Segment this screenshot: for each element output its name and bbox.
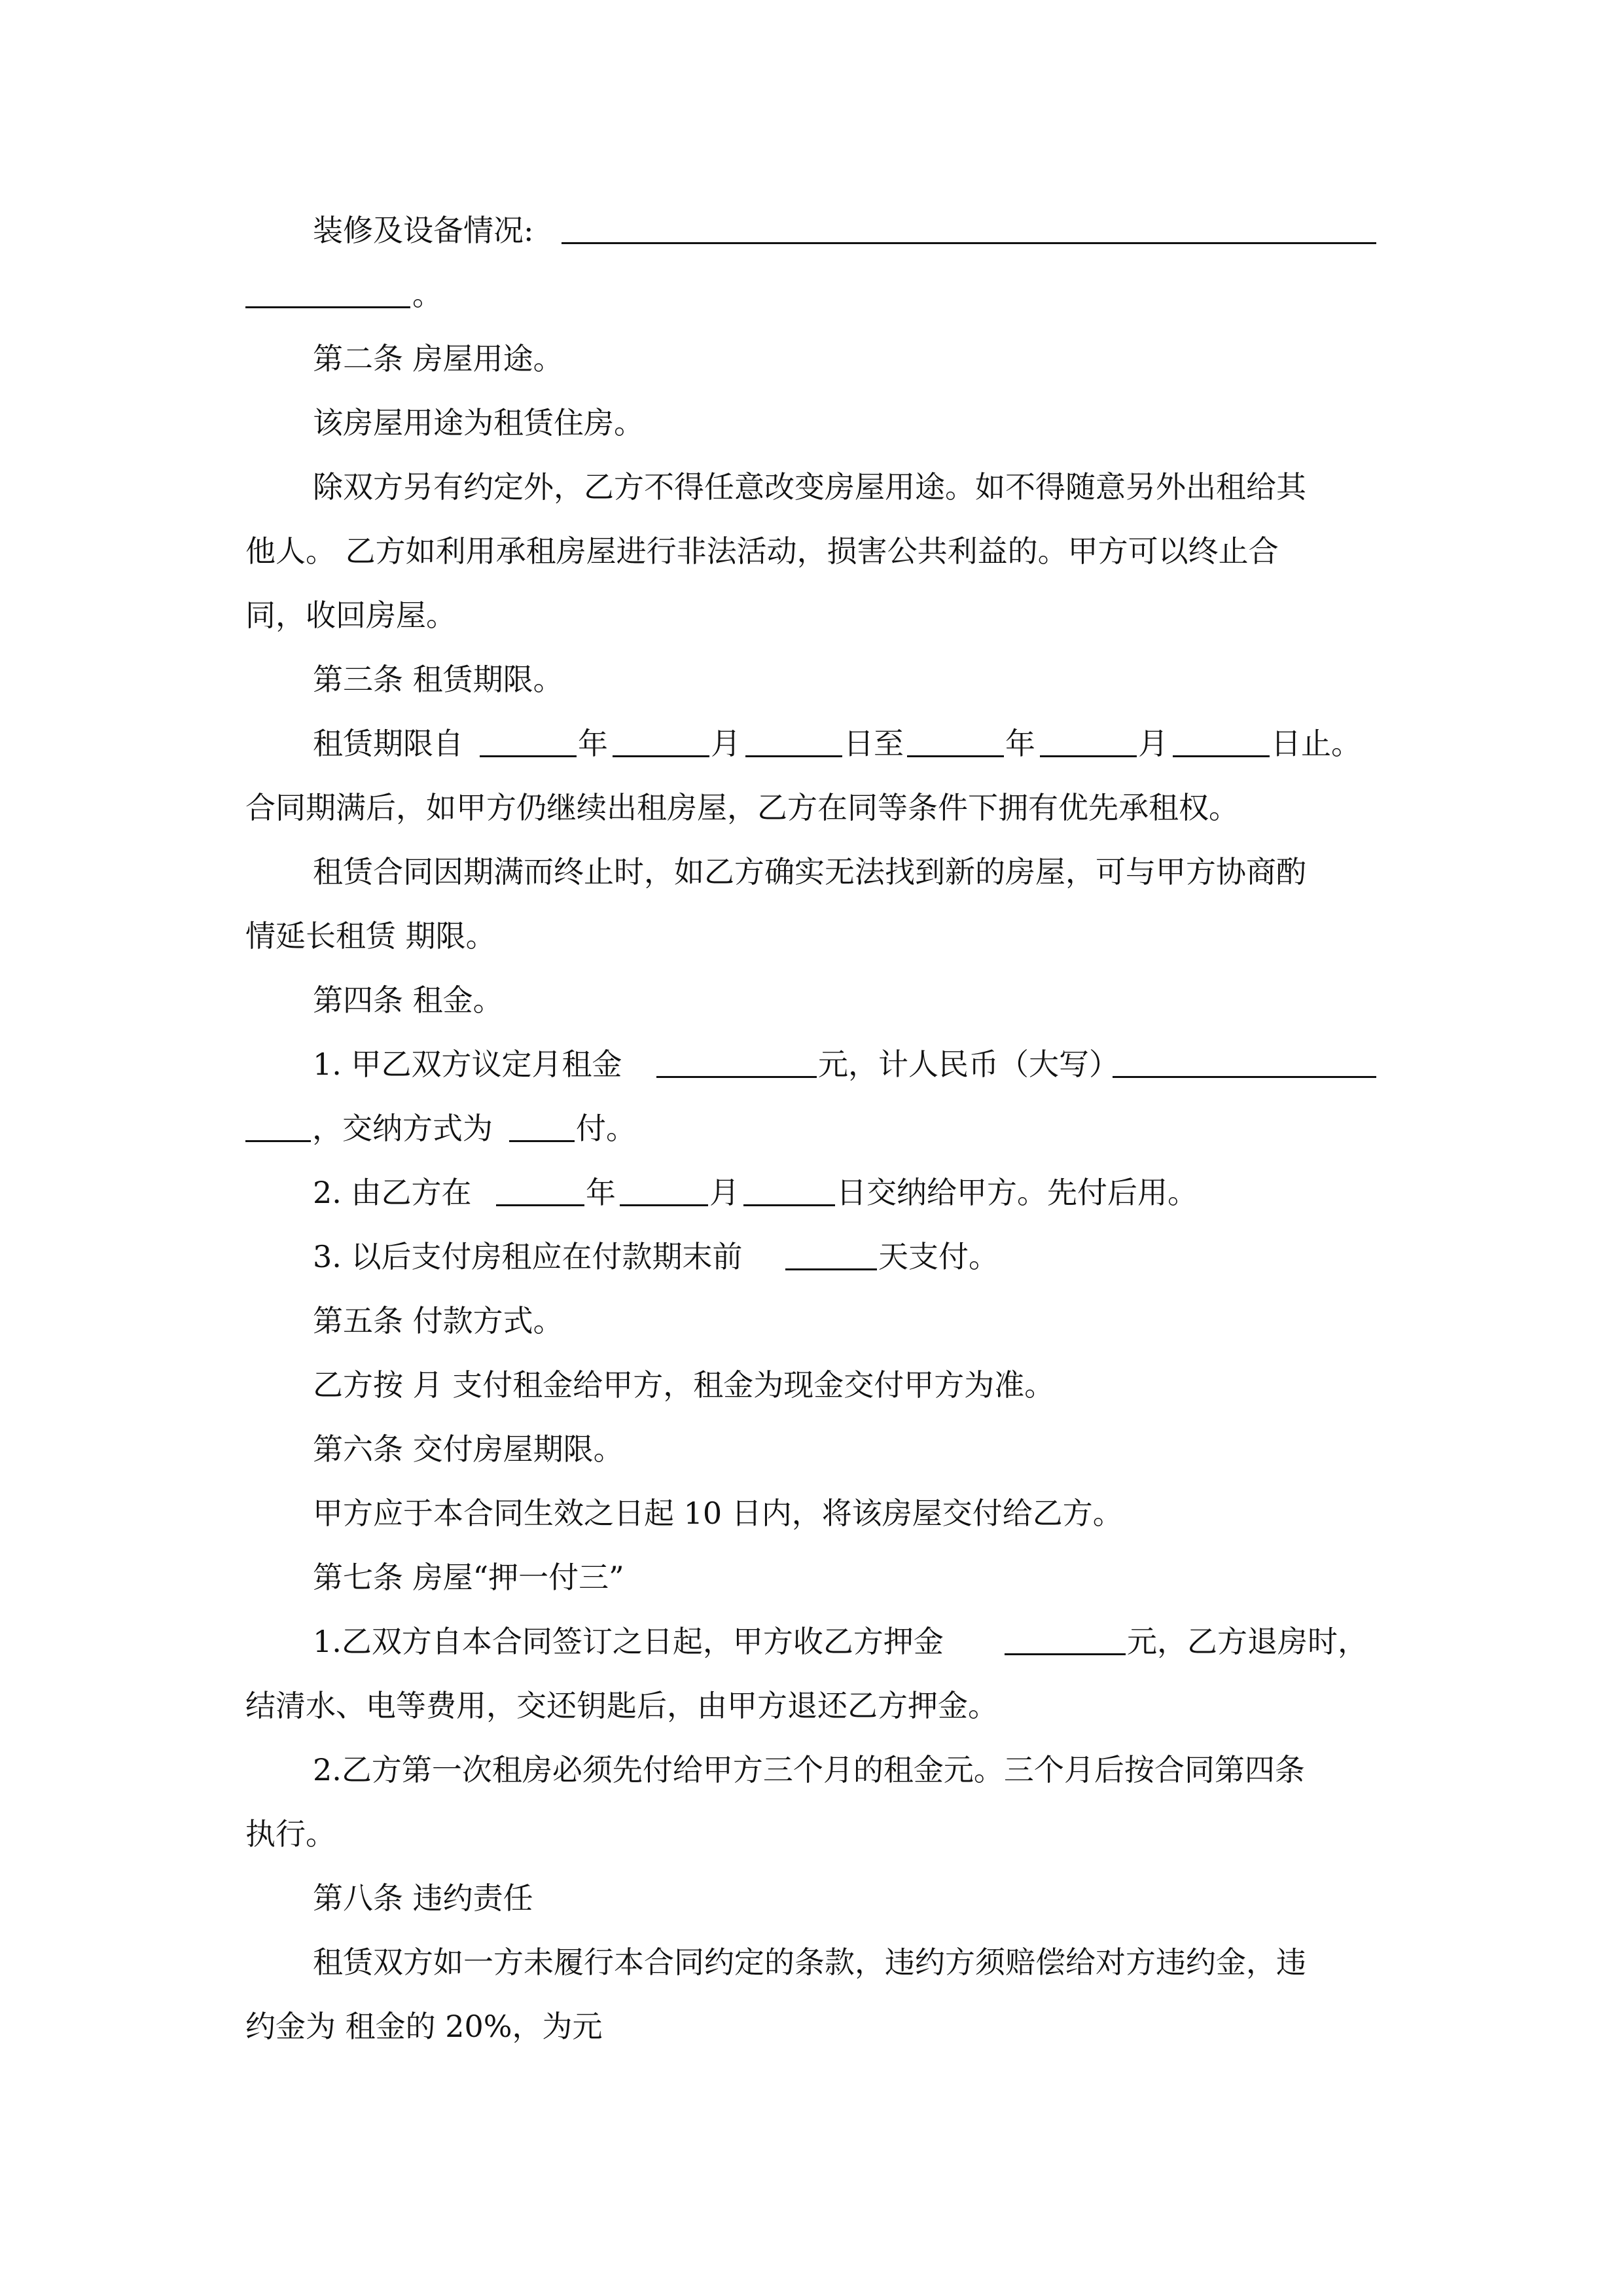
article-6-title-line: [0, 1429, 1623, 1469]
article-7-item-2-line-1: [0, 1750, 1623, 1789]
equipment-line-2: [0, 275, 1623, 314]
article-2-p2-line-1: [0, 467, 1623, 507]
end-year-label: 年: [1005, 726, 1035, 761]
article-5-paragraph-1: 乙方按 月 支付租金给甲方，租金为现金交付甲方为准。: [313, 1367, 1055, 1403]
end-day-blank: [1173, 724, 1270, 757]
article-3-title: 第三条 租赁期限。: [313, 662, 563, 697]
article-2-paragraph-1: 该房屋用途为租赁住房。: [313, 405, 644, 440]
article-7-item-2-line-2: [0, 1814, 1623, 1854]
rent-uppercase-blank-2: [245, 1109, 311, 1142]
deposit-item-prefix: 1.乙双方自本合同签订之日起，甲方收乙方押金: [313, 1624, 944, 1659]
article-8-title-line: [0, 1878, 1623, 1918]
article-2-title: 第二条 房屋用途。: [313, 341, 563, 376]
article-2-title-line: [0, 339, 1623, 378]
equipment-blank: [562, 211, 1376, 244]
rent-item-1-rmb: 元，计人民币（大写）: [818, 1047, 1119, 1082]
article-7-item-1-line-2: [0, 1686, 1623, 1725]
article-2-p1-line: [0, 403, 1623, 442]
equipment-end: 。: [412, 277, 442, 312]
article-4-title: 第四条 租金。: [313, 982, 503, 1018]
article-2-paragraph-2-line-1: 除双方另有约定外，乙方不得任意改变房屋用途。如不得随意另外出租给其: [313, 469, 1306, 505]
article-2-paragraph-2-line-3: 同，收回房屋。: [245, 598, 456, 633]
days-before-blank: [785, 1237, 877, 1270]
start-day-blank: [745, 724, 842, 757]
pay-month-label: 月: [709, 1175, 740, 1210]
term-prefix: 租赁期限自: [313, 726, 463, 761]
article-3-renewal-line: [0, 788, 1623, 827]
end-day-label: 日止。: [1271, 726, 1361, 761]
deposit-item-suffix: 元，乙方退房时，: [1127, 1624, 1368, 1659]
pay-year-label: 年: [586, 1175, 616, 1210]
article-8-p1-line-2: [0, 2007, 1623, 2046]
article-5-title-line: [0, 1301, 1623, 1340]
article-4-item-3-line: [0, 1237, 1623, 1276]
article-8-title: 第八条 违约责任: [313, 1880, 533, 1916]
pay-year-blank: [496, 1173, 584, 1206]
article-4-item-2-line: [0, 1173, 1623, 1212]
article-3-renewal: 合同期满后，如甲方仍继续出租房屋，乙方在同等条件下拥有优先承租权。: [245, 790, 1239, 825]
article-3-paragraph-2-line-1: 租赁合同因期满而终止时，如乙方确实无法找到新的房屋，可与甲方协商酌: [313, 854, 1306, 889]
article-5-p1-line: [0, 1365, 1623, 1405]
article-8-paragraph-line-2: 约金为 租金的 20%，为元: [245, 2009, 603, 2044]
equipment-blank-2: [245, 275, 410, 308]
start-year-label: 年: [578, 726, 608, 761]
article-2-p2-line-2: [0, 531, 1623, 571]
payment-method-label: ，交纳方式为: [312, 1111, 493, 1146]
rent-uppercase-blank: [1113, 1045, 1376, 1078]
end-month-blank: [1040, 724, 1137, 757]
pay-day-label: 日交纳给甲方。先付后用。: [836, 1175, 1198, 1210]
start-year-blank: [480, 724, 577, 757]
article-3-title-line: [0, 660, 1623, 699]
article-6-p1-line: [0, 1494, 1623, 1533]
first-payment-line-1: 2.乙方第一次租房必须先付给甲方三个月的租金元。三个月后按合同第四条: [313, 1752, 1305, 1787]
article-7-title: 第七条 房屋“押一付三”: [313, 1560, 624, 1595]
article-6-paragraph-1: 甲方应于本合同生效之日起 10 日内，将该房屋交付给乙方。: [313, 1496, 1123, 1531]
start-day-label: 日至: [844, 726, 904, 761]
article-8-paragraph-line-1: 租赁双方如一方未履行本合同约定的条款，违约方须赔偿给对方违约金，违: [313, 1945, 1306, 1980]
article-8-p1-line-1: [0, 1943, 1623, 1982]
article-3-paragraph-2-line-2: 情延长租赁 期限。: [245, 918, 496, 954]
deposit-blank: [1005, 1622, 1126, 1655]
article-5-title: 第五条 付款方式。: [313, 1303, 563, 1338]
article-4-item-1-line-2: [0, 1109, 1623, 1148]
rent-item-2-prefix: 2. 由乙方在: [313, 1175, 472, 1210]
end-month-label: 月: [1138, 726, 1168, 761]
rent-item-3-suffix: 天支付。: [878, 1239, 999, 1274]
article-3-term-line: [0, 724, 1623, 763]
start-month-blank: [613, 724, 709, 757]
monthly-rent-blank: [656, 1045, 817, 1078]
first-payment-line-2: 执行。: [245, 1816, 336, 1852]
article-7-item-1-line-1: [0, 1622, 1623, 1661]
article-3-p2-line-1: [0, 852, 1623, 891]
rent-item-1-prefix: 1. 甲乙双方议定月租金: [313, 1047, 622, 1082]
article-2-paragraph-2-line-2: 他人。 乙方如利用承租房屋进行非法活动，损害公共利益的。甲方可以终止合: [245, 533, 1279, 569]
article-7-title-line: [0, 1558, 1623, 1597]
end-year-blank: [907, 724, 1004, 757]
equipment-line: [0, 211, 1623, 250]
equipment-label: 装修及设备情况:: [313, 213, 534, 248]
payment-method-blank: [509, 1109, 575, 1142]
payment-method-suffix: 付。: [576, 1111, 636, 1146]
pay-day-blank: [743, 1173, 835, 1206]
deposit-item-line-2: 结清水、电等费用，交还钥匙后，由甲方退还乙方押金。: [245, 1688, 998, 1723]
rent-item-3-prefix: 3. 以后支付房租应在付款期末前: [313, 1239, 743, 1274]
article-6-title: 第六条 交付房屋期限。: [313, 1431, 624, 1467]
article-3-p2-line-2: [0, 916, 1623, 956]
start-month-label: 月: [711, 726, 741, 761]
article-4-item-1-line-1: [0, 1045, 1623, 1084]
pay-month-blank: [620, 1173, 708, 1206]
article-4-title-line: [0, 980, 1623, 1020]
article-2-p2-line-3: [0, 596, 1623, 635]
